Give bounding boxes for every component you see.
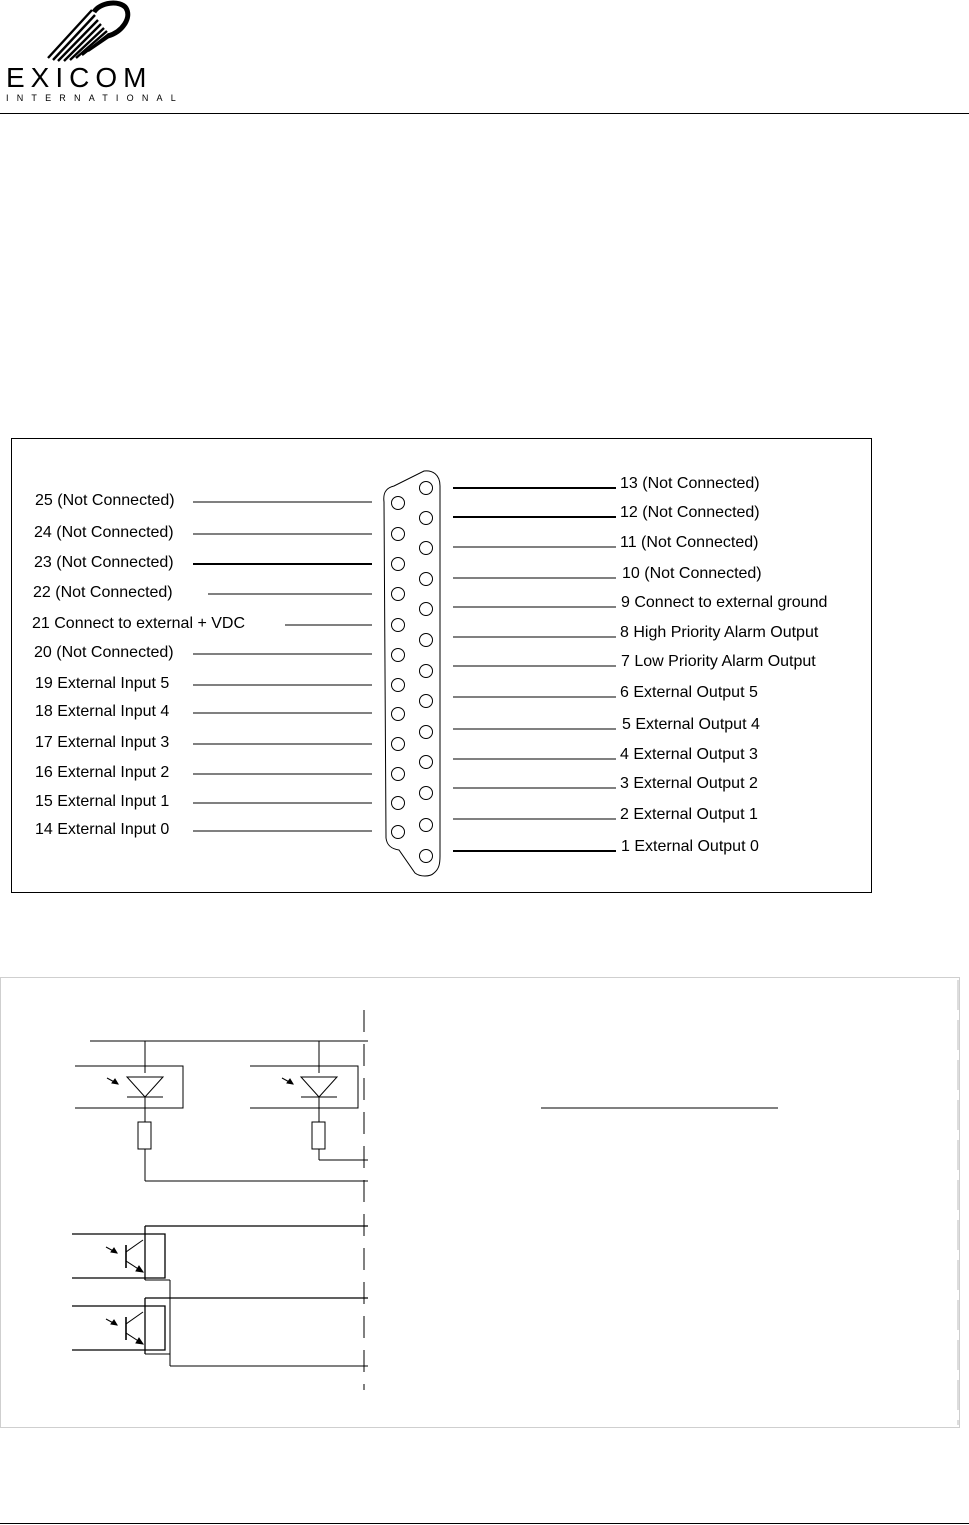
pin-label-right: 8 High Priority Alarm Output	[620, 624, 819, 641]
opto-output-2	[72, 1298, 368, 1366]
pin-label-right: 7 Low Priority Alarm Output	[621, 653, 816, 670]
resistor-icon	[138, 1122, 151, 1149]
pin-label-right: 5 External Output 4	[622, 716, 760, 733]
pin-label-right: 13 (Not Connected)	[620, 475, 760, 492]
pin-label-right: 3 External Output 2	[620, 775, 758, 792]
pin-label-left: 21 Connect to external + VDC	[32, 615, 246, 632]
pin-label-left: 20 (Not Connected)	[34, 644, 174, 661]
pin-label-left: 16 External Input 2	[35, 764, 170, 781]
pin-label-left: 17 External Input 3	[35, 734, 170, 751]
pin-label-left: 14 External Input 0	[35, 821, 170, 838]
pin-label-left: 24 (Not Connected)	[34, 524, 174, 541]
pin-label-right: 11 (Not Connected)	[620, 534, 759, 551]
pin-label-right: 1 External Output 0	[621, 838, 759, 855]
opto-output-1	[72, 1226, 368, 1366]
logo-subtitle: INTERNATIONAL	[6, 93, 184, 103]
footer-rule	[0, 1523, 969, 1524]
logo-name: EXICOM	[6, 62, 153, 93]
pin-label-right: 2 External Output 1	[620, 806, 758, 823]
pin-label-right: 4 External Output 3	[620, 746, 758, 763]
resistor-icon	[312, 1122, 325, 1149]
pin-label-right: 10 (Not Connected)	[622, 565, 762, 582]
pin-label-left: 18 External Input 4	[35, 703, 170, 720]
pin-label-left: 22 (Not Connected)	[33, 584, 173, 601]
pin-label-left: 15 External Input 1	[35, 793, 170, 810]
pin-label-right: 9 Connect to external ground	[621, 594, 828, 611]
pin-label-right: 12 (Not Connected)	[620, 504, 760, 521]
opto-input-2	[250, 1041, 368, 1160]
pin-label-left: 25 (Not Connected)	[35, 492, 175, 509]
pin-label-left: 19 External Input 5	[35, 675, 170, 692]
led-diode-icon	[127, 1077, 163, 1097]
led-diode-icon	[301, 1077, 337, 1097]
pin-label-left: 23 (Not Connected)	[34, 554, 174, 571]
pin-label-right: 6 External Output 5	[620, 684, 758, 701]
